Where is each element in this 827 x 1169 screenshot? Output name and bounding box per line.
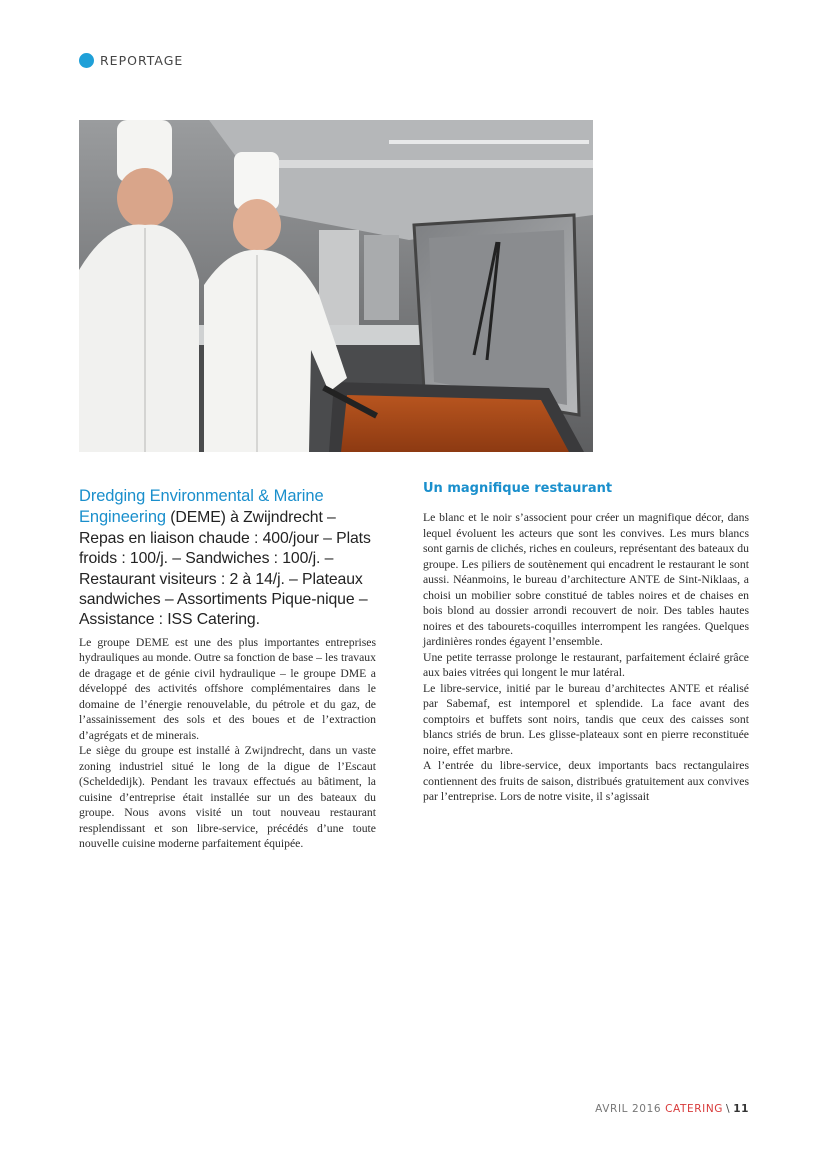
right-column-title: Un magnifique restaurant: [423, 481, 613, 496]
page-footer: [595, 1103, 749, 1115]
article-headline: [79, 486, 376, 631]
footer-separator: \: [726, 1103, 731, 1115]
right-column: [423, 481, 749, 805]
headline-rest: (DEME) à Zwijndrecht – Repas en liaison chaude : 400/jour – Plats froids : 100/j. – Sandwiches : 100/j. – Restaurant visiteurs : 2 à 14/j. – Plateaux sandwiches – Assortiments Pique-nique – Assistance : ISS Catering.: [79, 509, 371, 629]
right-paragraph-3: Le libre-service, initié par le bureau d’architectes ANTE et réalisé par Sabemaf, est intemporel et splendide. La face avant des comptoirs et buffets sont noirs, tandis que ceux des caisses sont blancs striés de brun. Les glisse-plateaux sont en pierre reconstituée noire, effet marbre.: [423, 681, 749, 757]
right-paragraph-1: Le blanc et le noir s’associent pour créer un magnifique décor, dans lequel évoluent les acteurs que sont les convives. Les murs blancs sont garnis de clichés, riches en couleurs, représentant des bateaux du groupe. Les piliers de soutènement qui encadrent le restaurant le sont aussi. Néanmoins, le bureau d’architecture ANTE de Sint-Niklaas, a choisi un mobilier sobre constitué de tables noires et de chaises en bois blond au dossier arrondi recouvert de noir. Des tables hautes noires et des tabourets-coquilles interrompent les rangées. Quelques jardinières rondes égayent l’ensemble.: [423, 511, 749, 648]
left-paragraph-1: Le groupe DEME est une des plus importantes entreprises hydrauliques au monde. Outre sa fonction de base – les travaux de dragage et de génie civil hydraulique – le groupe DME a développé des activités offshore complémentaires dans le domaine de l’énergie renouvelable, du pétrole et du gaz, de l’assainissement des sols et des boues et de l’extraction d’agrégats et de minerais.: [79, 635, 376, 742]
section-label: REPORTAGE: [100, 53, 184, 68]
left-column: [79, 486, 376, 852]
page-number: 11: [733, 1103, 749, 1115]
left-paragraph-2: Le siège du groupe est installé à Zwijndrecht, dans un vaste zoning industriel situé le long de la digue de l’Escaut (Scheldedijk). Pendant les travaux effectués au bâtiment, la cuisine d’entreprise était installée sur un des bateaux du groupe. Nous avons visité un tout nouveau restaurant resplendissant et son libre-service, précédés d’une toute nouvelle cuisine moderne parfaitement équipée.: [79, 744, 376, 851]
headline-highlight-2: Engineering: [79, 508, 166, 527]
footer-date: AVRIL 2016: [595, 1103, 662, 1115]
headline-highlight-1: Dredging Environmental & Marine: [79, 487, 324, 505]
article-photo: [79, 120, 593, 452]
footer-magazine: CATERING: [665, 1103, 724, 1115]
section-tag: [79, 53, 183, 68]
right-paragraph-2: Une petite terrasse prolonge le restaurant, parfaitement éclairé grâce aux baies vitrées qui longent le mur latéral.: [423, 650, 749, 679]
right-paragraph-4: A l’entrée du libre-service, deux importants bacs rectangulaires contiennent des fruits de saison, distribués gratuitement aux convives par l’entreprise. Lors de notre visite, il s’agissait: [423, 759, 749, 803]
section-dot-icon: [79, 53, 94, 68]
